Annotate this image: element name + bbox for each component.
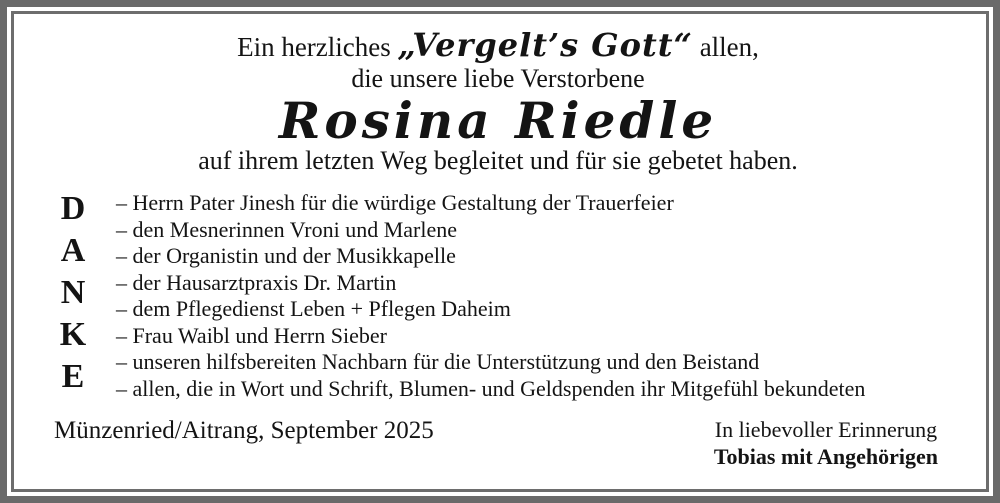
danke-letter: A — [60, 232, 86, 269]
header-line1-prefix: Ein herzliches — [237, 32, 398, 62]
inner-frame — [11, 11, 989, 492]
thanks-item: – Frau Waibl und Herrn Sieber — [116, 322, 387, 348]
footer — [54, 416, 942, 470]
header-tagline: auf ihrem letzten Weg begleitet und für sie gebetet haben. — [198, 146, 798, 175]
danke-acrostic-column — [54, 190, 92, 402]
thanks-item: – dem Pflegedienst Leben + Pflegen Daheim — [116, 296, 511, 321]
header-line1-suffix: allen, — [692, 32, 759, 62]
thanks-item: – der Hausarztpraxis Dr. Martin — [116, 269, 397, 295]
header-line1 — [54, 28, 942, 64]
thanks-item: – der Organistin und der Musikkapelle — [116, 243, 456, 268]
closing-block — [714, 416, 938, 470]
header — [54, 28, 942, 176]
thanks-item: – den Mesnerinnen Vroni und Marlene — [116, 216, 458, 242]
place-date: Münzenried/Aitrang, September 2025 — [54, 417, 434, 444]
deceased-name: Rosina Riedle — [278, 91, 718, 150]
thanks-section — [54, 190, 942, 402]
closing-line1: In liebevoller Erinnerung — [714, 417, 938, 442]
thanks-item: – unseren hilfsbereiten Nachbarn für die Unterstützung und den Beistand — [116, 349, 760, 374]
danke-letter: N — [60, 274, 86, 311]
vergelts-gott-decorative-text: „Vergelt’s Gott“ — [397, 26, 693, 64]
thanks-item: – Herrn Pater Jinesh für die würdige Gestaltung der Trauerfeier — [116, 190, 674, 215]
header-line2: die unsere liebe Verstorbene — [351, 64, 645, 93]
danke-letter: K — [59, 316, 87, 353]
thanks-item: – allen, die in Wort und Schrift, Blumen- und Geldspenden ihr Mitgefühl bekundeten — [116, 375, 866, 401]
mourners-names: Tobias mit Angehörigen — [713, 444, 938, 469]
danke-letter: D — [60, 190, 86, 227]
danke-letter: E — [61, 358, 85, 395]
thanks-list — [116, 190, 865, 402]
